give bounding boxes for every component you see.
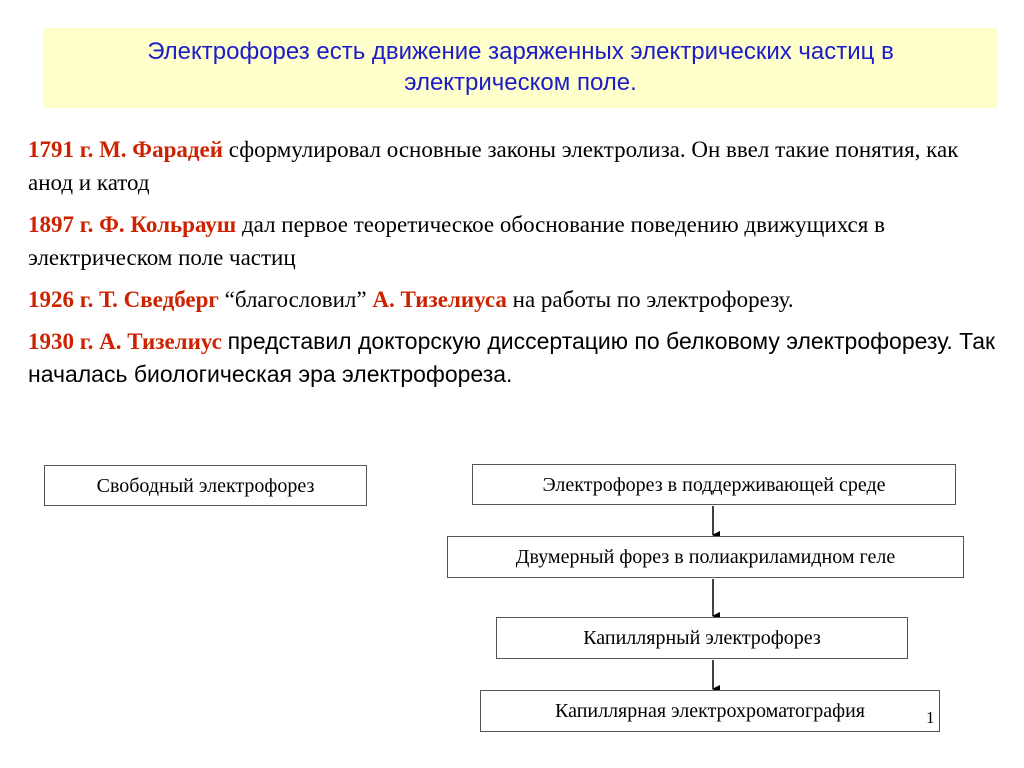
free-electrophoresis-box: Свободный электрофорез — [44, 465, 367, 506]
capillary-electrophoresis-box: Капиллярный электрофорез — [496, 617, 908, 659]
entry-text: сформулировал основные законы электролиза. Он ввел такие понятия, как анод и катод — [28, 137, 959, 195]
entry-quote: “благословил” — [224, 287, 367, 312]
entry-text: дал первое теоретическое обоснование поведению движущихся в электрическом поле частиц — [28, 212, 885, 270]
entry-highlight: 1930 г. А. Тизелиус — [28, 329, 222, 354]
entry-highlight: 1897 г. Ф. Кольрауш — [28, 212, 237, 237]
title-line-1: Электрофорез есть движение заряженных электрических частиц в — [147, 38, 894, 65]
entry-highlight-2: А. Тизелиуса — [372, 287, 507, 312]
page-number: 1 — [926, 708, 935, 727]
capillary-electrochromatography-box: Капиллярная электрохроматография — [480, 690, 940, 732]
title-line-2: электрическом поле. — [404, 69, 637, 96]
entry-text: на работы по электрофорезу. — [512, 287, 794, 312]
two-dimensional-box: Двумерный форез в полиакриламидном геле — [447, 536, 964, 578]
entry-text: представил докторскую диссертацию по белковому электрофорезу. Так началась биологическая эра электрофореза. — [28, 328, 996, 387]
entry-highlight: 1791 г. М. Фарадей — [28, 137, 223, 162]
entry-highlight: 1926 г. Т. Сведберг — [28, 287, 219, 312]
support-medium-box: Электрофорез в поддерживающей среде — [472, 464, 956, 505]
